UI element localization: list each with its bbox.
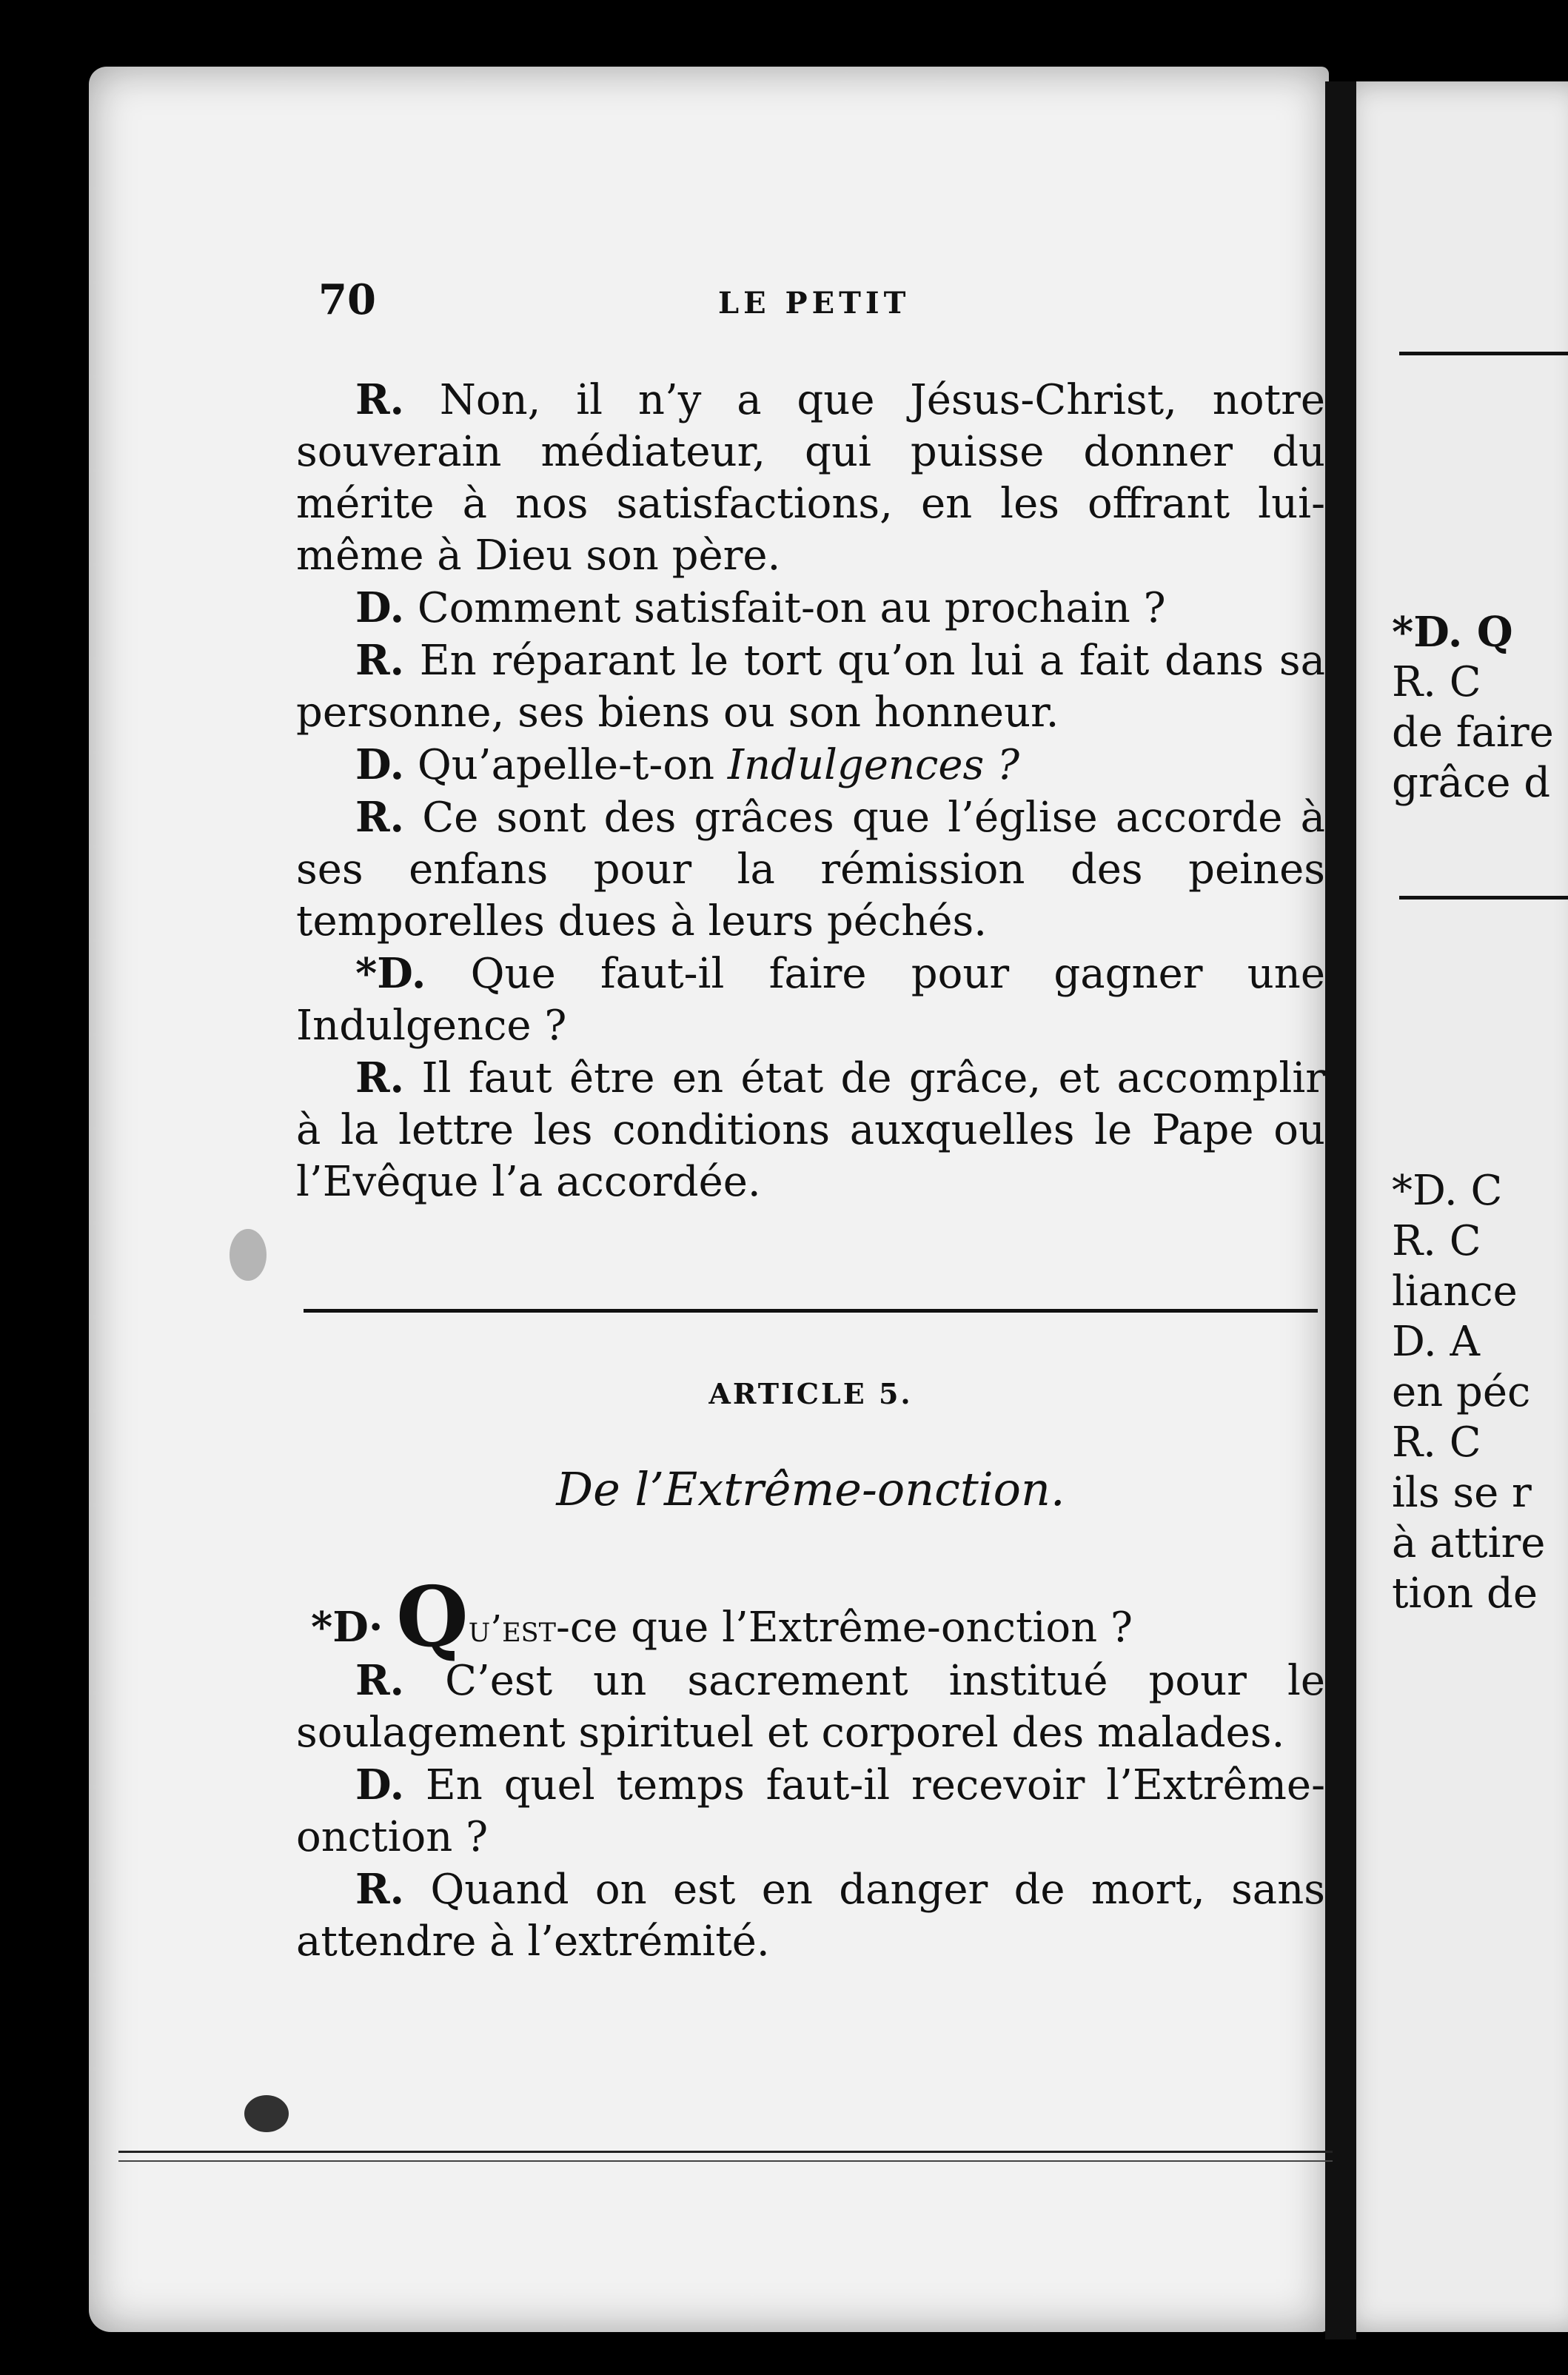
facing-line: ils se r	[1392, 1469, 1532, 1517]
book-gutter	[1325, 81, 1356, 2339]
paragraph-text: Non, il n’y a que Jésus-Christ, notre souverain médiateur, qui puisse donner du mérite à nos satisfactions, en les offrant lui-même à Dieu son père.	[296, 376, 1325, 580]
italic-term: Indulgences ?	[727, 741, 1020, 789]
paragraph	[296, 1569, 1325, 1666]
speaker-label: R.	[355, 1865, 405, 1914]
speaker-label: D.	[355, 1761, 405, 1809]
facing-line: liance	[1392, 1267, 1518, 1316]
paragraph-text: Quand on est en danger de mort, sans attendre à l’extrémité.	[296, 1866, 1325, 1966]
paragraph-text: En réparant le tort qu’on lui a fait dans sa personne, ses biens ou son honneur.	[296, 637, 1325, 737]
section-divider	[304, 1309, 1318, 1313]
drop-cap: Q	[396, 1569, 469, 1666]
facing-line: R. C	[1392, 1217, 1481, 1265]
paragraph-text: En quel temps faut-il recevoir l’Extrême-onction ?	[296, 1761, 1325, 1861]
paragraph-text: Que faut-il faire pour gagner une Indulgence ?	[296, 950, 1325, 1050]
facing-line: grâce d	[1392, 759, 1551, 807]
paragraph	[296, 374, 1325, 582]
bottom-rule	[118, 2151, 1333, 2153]
speaker-label: R.	[355, 375, 405, 424]
paragraph-text: Il faut être en état de grâce, et accomplir à la lettre les conditions auxquelles le Pape ou l’Evêque l’a accordée.	[296, 1054, 1325, 1206]
paragraph	[296, 739, 1325, 791]
page-number: 70	[318, 275, 376, 324]
facing-line: R. C	[1392, 658, 1481, 706]
facing-line: tion de	[1392, 1570, 1538, 1618]
running-header	[318, 275, 1318, 327]
speaker-label: *D·	[311, 1603, 383, 1652]
article-number: ARTICLE 5.	[708, 1377, 913, 1410]
running-head-title: LE PETIT	[718, 286, 911, 321]
paragraph	[296, 791, 1325, 948]
facing-line: *D. Q	[1392, 608, 1513, 657]
ink-stain	[229, 1229, 267, 1281]
speaker-label: R.	[355, 1656, 405, 1705]
facing-page-text-top	[1392, 607, 1568, 808]
paragraph	[296, 634, 1325, 739]
upper-text-block	[296, 374, 1325, 1208]
paragraph	[296, 582, 1325, 634]
facing-page-text-bottom	[1392, 1166, 1568, 1619]
speaker-label: D.	[355, 583, 405, 632]
paragraph-text: Qu’apelle-t-on	[404, 741, 728, 789]
bottom-rule	[118, 2160, 1333, 2162]
small-caps-text: u’est	[468, 1607, 556, 1650]
paragraph	[296, 1052, 1325, 1208]
facing-line: *D. C	[1392, 1167, 1503, 1215]
facing-line: en péc	[1392, 1368, 1531, 1416]
facing-line: D. A	[1392, 1318, 1480, 1366]
speaker-label: D.	[355, 740, 405, 789]
speaker-label: R.	[355, 636, 405, 685]
ink-stain	[244, 2095, 289, 2132]
paragraph-text: Comment satisfait-on au prochain ?	[404, 584, 1166, 632]
facing-page-rule	[1399, 352, 1568, 355]
speaker-label: R.	[355, 1053, 405, 1102]
facing-line: R. C	[1392, 1418, 1481, 1467]
paragraph	[296, 948, 1325, 1052]
paragraph	[296, 1863, 1325, 1968]
facing-page-rule	[1399, 896, 1568, 900]
paragraph	[296, 1655, 1325, 1759]
lower-text-block	[296, 1569, 1325, 1968]
facing-line: à attire	[1392, 1519, 1546, 1567]
paragraph-text: C’est un sacrement institué pour le soulagement spirituel et corporel des malades.	[296, 1657, 1325, 1757]
facing-line: de faire	[1392, 709, 1554, 757]
speaker-label: *D.	[355, 949, 426, 998]
section-title: De l’Extrême-onction.	[556, 1462, 1065, 1516]
paragraph-text: Ce sont des grâces que l’église accorde à ses enfans pour la rémission des peines temporelles dues à leurs péchés.	[296, 794, 1325, 945]
paragraph	[296, 1759, 1325, 1863]
speaker-label: R.	[355, 793, 405, 842]
paragraph-text: -ce que l’Extrême-onction ?	[555, 1604, 1133, 1652]
